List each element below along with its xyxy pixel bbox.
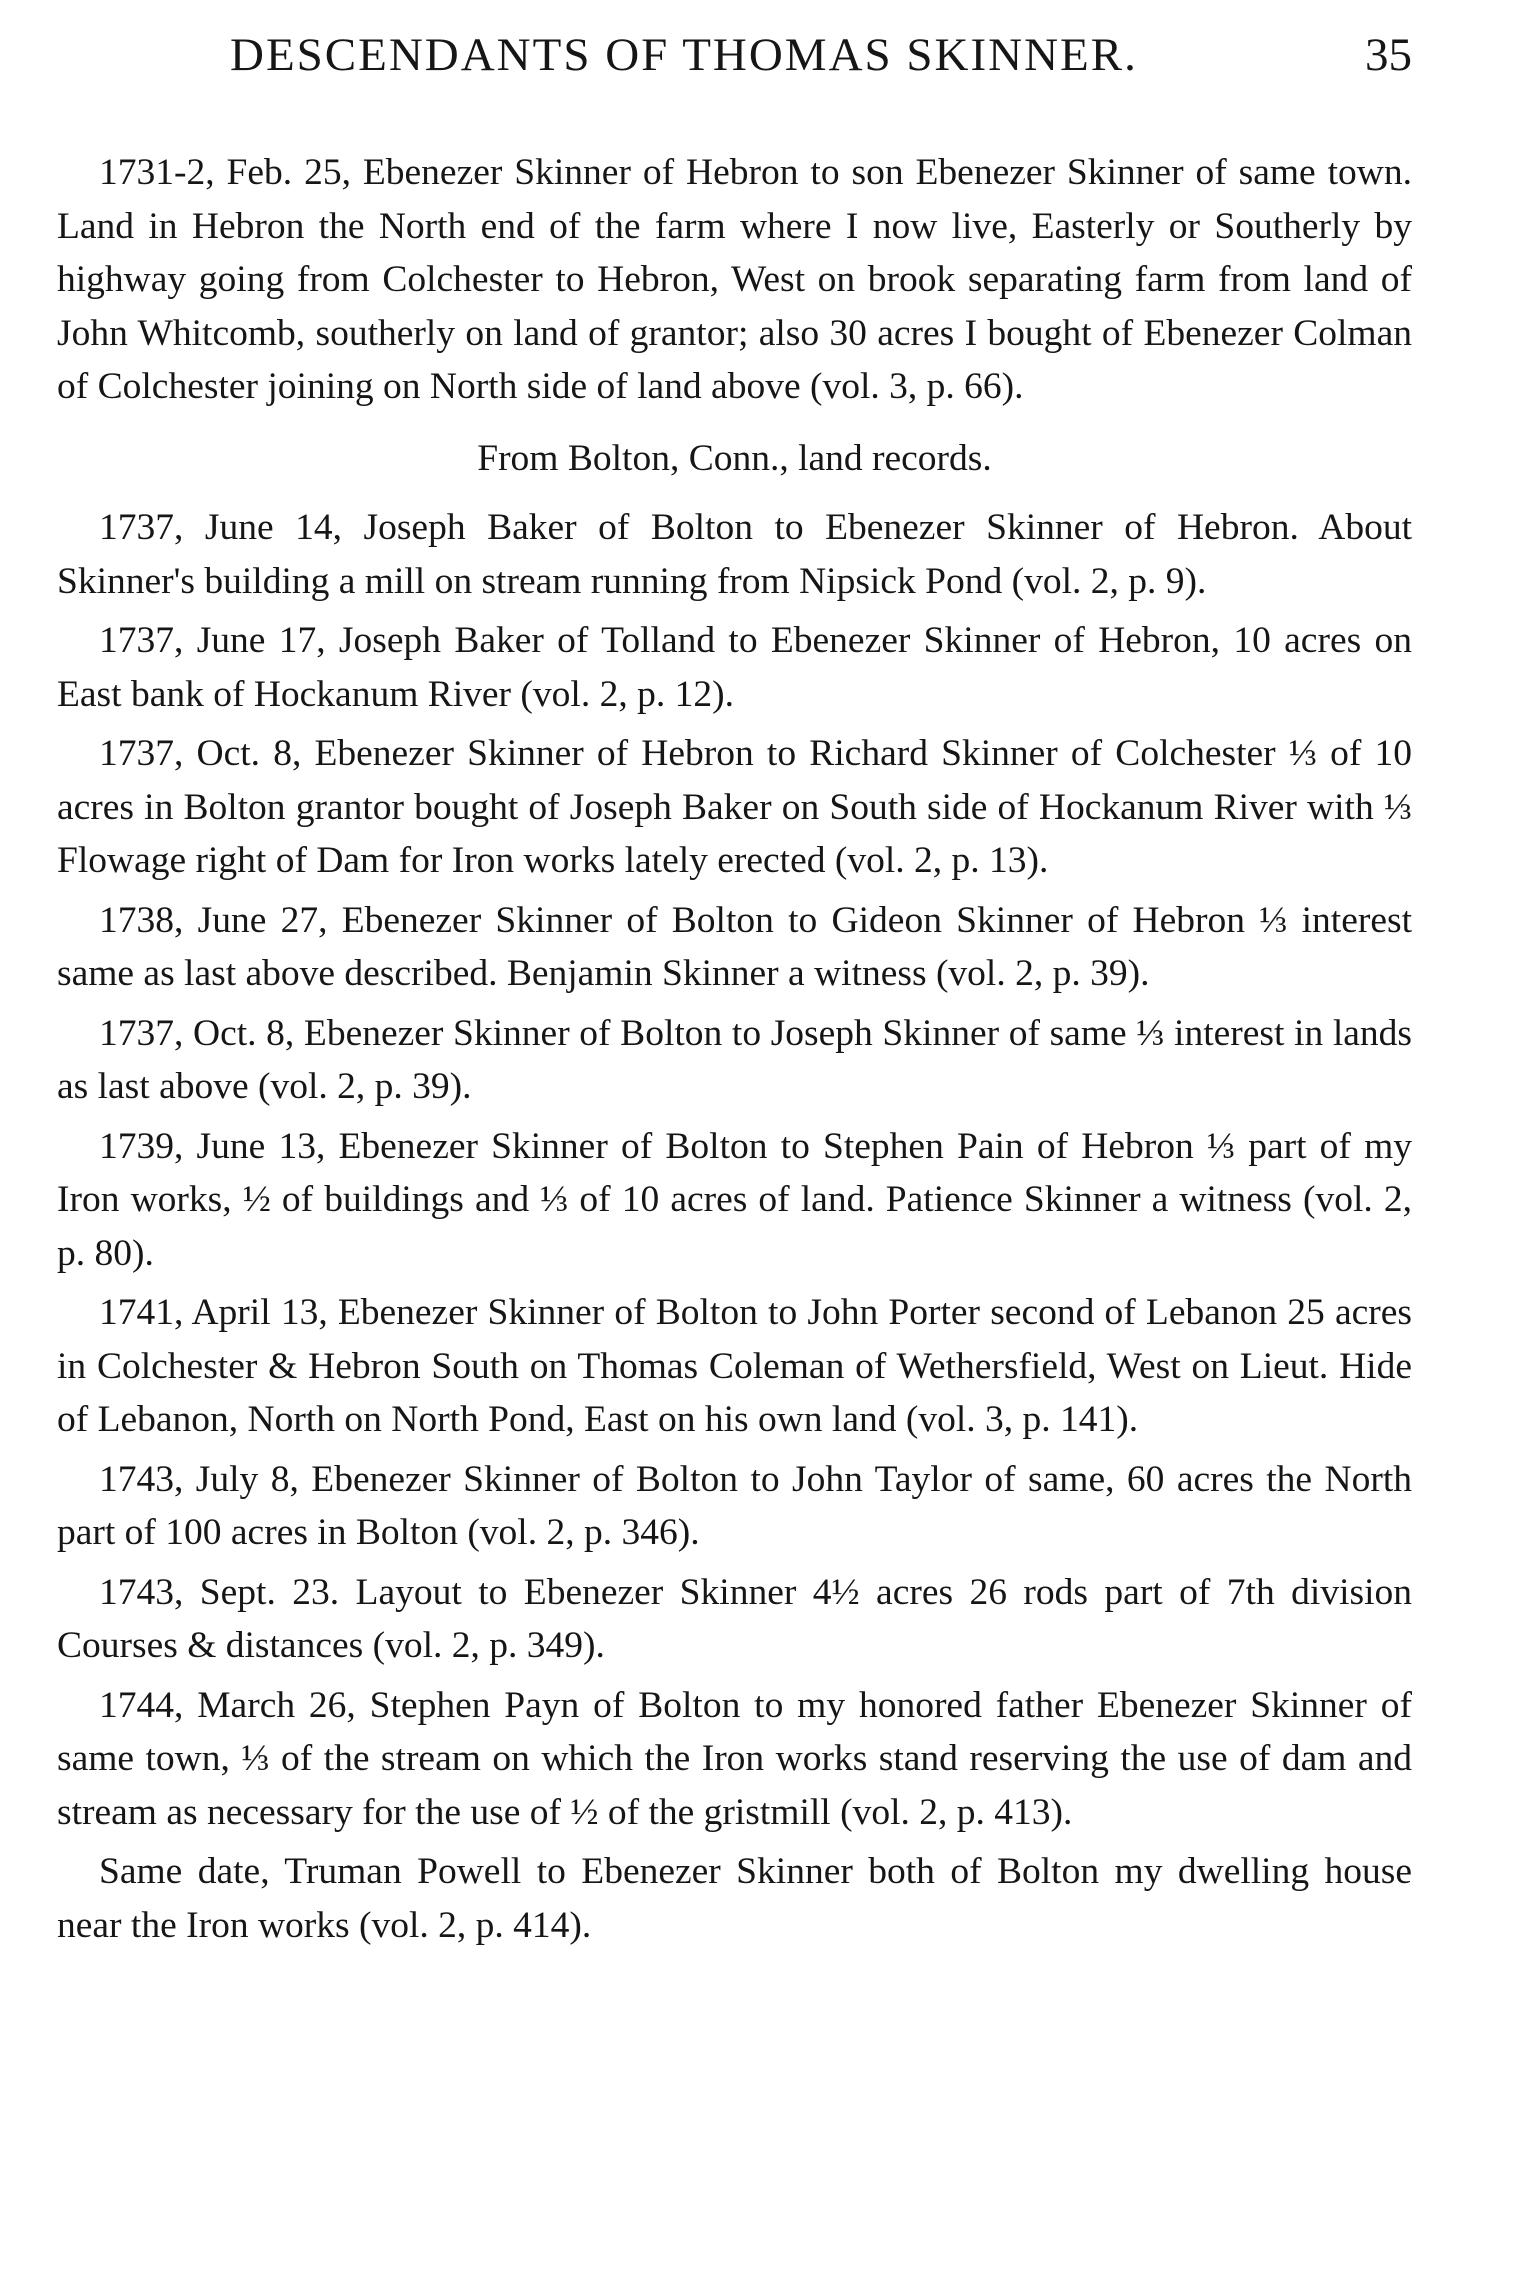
deed-entry: 1743, July 8, Ebenezer Skinner of Bolton to John Taylor of same, 60 acres the North part of 100 acres in Bolton (vol. 2, p. 346). [57, 1458, 1412, 1553]
deed-entry-1731-hebron: 1731-2, Feb. 25, Ebenezer Skinner of Hebron to son Ebenezer Skinner of same town. Land in Hebron the North end of the farm where I now live, Easterly or Southerly by highway going from Colchester to Hebron, West on brook separating farm from land of John Whitcomb, southerly on land of grantor; also 30 acres I bought of Ebenezer Colman of Colchester joining on North side of land above (vol. 3, p. 66). [57, 152, 1412, 407]
deed-entry: Same date, Truman Powell to Ebenezer Skinner both of Bolton my dwelling house near the Iron works (vol. 2, p. 414). [57, 1851, 1412, 1946]
deed-entry: 1741, April 13, Ebenezer Skinner of Bolton to John Porter second of Lebanon 25 acres in Colchester & Hebron South on Thomas Coleman of Wethersfield, West on Lieut. Hide of Lebanon, North on North Pond, East on his own land (vol. 3, p. 141). [57, 1292, 1412, 1440]
deed-entry: 1737, Oct. 8, Ebenezer Skinner of Hebron to Richard Skinner of Colchester ⅓ of 10 acres in Bolton grantor bought of Joseph Baker on South side of Hockanum River with ⅓ Flowage right of Dam for Iron works lately erected (vol. 2, p. 13). [57, 733, 1412, 881]
deed-entry: 1737, Oct. 8, Ebenezer Skinner of Bolton to Joseph Skinner of same ⅓ interest in lands as last above (vol. 2, p. 39). [57, 1012, 1412, 1107]
deed-entry: 1743, Sept. 23. Layout to Ebenezer Skinner 4½ acres 26 rods part of 7th division Courses & distances (vol. 2, p. 349). [57, 1571, 1412, 1666]
section-heading: From Bolton, Conn., land records. [477, 437, 992, 479]
header-title: DESCENDANTS OF THOMAS SKINNER. [230, 29, 1138, 81]
deed-entry: 1738, June 27, Ebenezer Skinner of Bolton to Gideon Skinner of Hebron ⅓ interest same as last above described. Benjamin Skinner a witness (vol. 2, p. 39). [57, 899, 1412, 994]
deed-entry: 1737, June 17, Joseph Baker of Tolland to Ebenezer Skinner of Hebron, 10 acres on East bank of Hockanum River (vol. 2, p. 12). [57, 620, 1412, 715]
page-number: 35 [1365, 29, 1412, 81]
page-body [57, 146, 1412, 1952]
deed-entry: 1739, June 13, Ebenezer Skinner of Bolton to Stephen Pain of Hebron ⅓ part of my Iron works, ½ of buildings and ⅓ of 10 acres of land. Patience Skinner a witness (vol. 2, p. 80). [57, 1125, 1412, 1274]
running-header [58, 28, 1412, 98]
deed-entry: 1737, June 14, Joseph Baker of Bolton to Ebenezer Skinner of Hebron. About Skinner's building a mill on stream running from Nipsick Pond (vol. 2, p. 9). [57, 507, 1412, 602]
deed-entry: 1744, March 26, Stephen Payn of Bolton to my honored father Ebenezer Skinner of same town, ⅓ of the stream on which the Iron works stand reserving the use of dam and stream as necessary for the use of ½ of the gristmill (vol. 2, p. 413). [57, 1684, 1412, 1833]
